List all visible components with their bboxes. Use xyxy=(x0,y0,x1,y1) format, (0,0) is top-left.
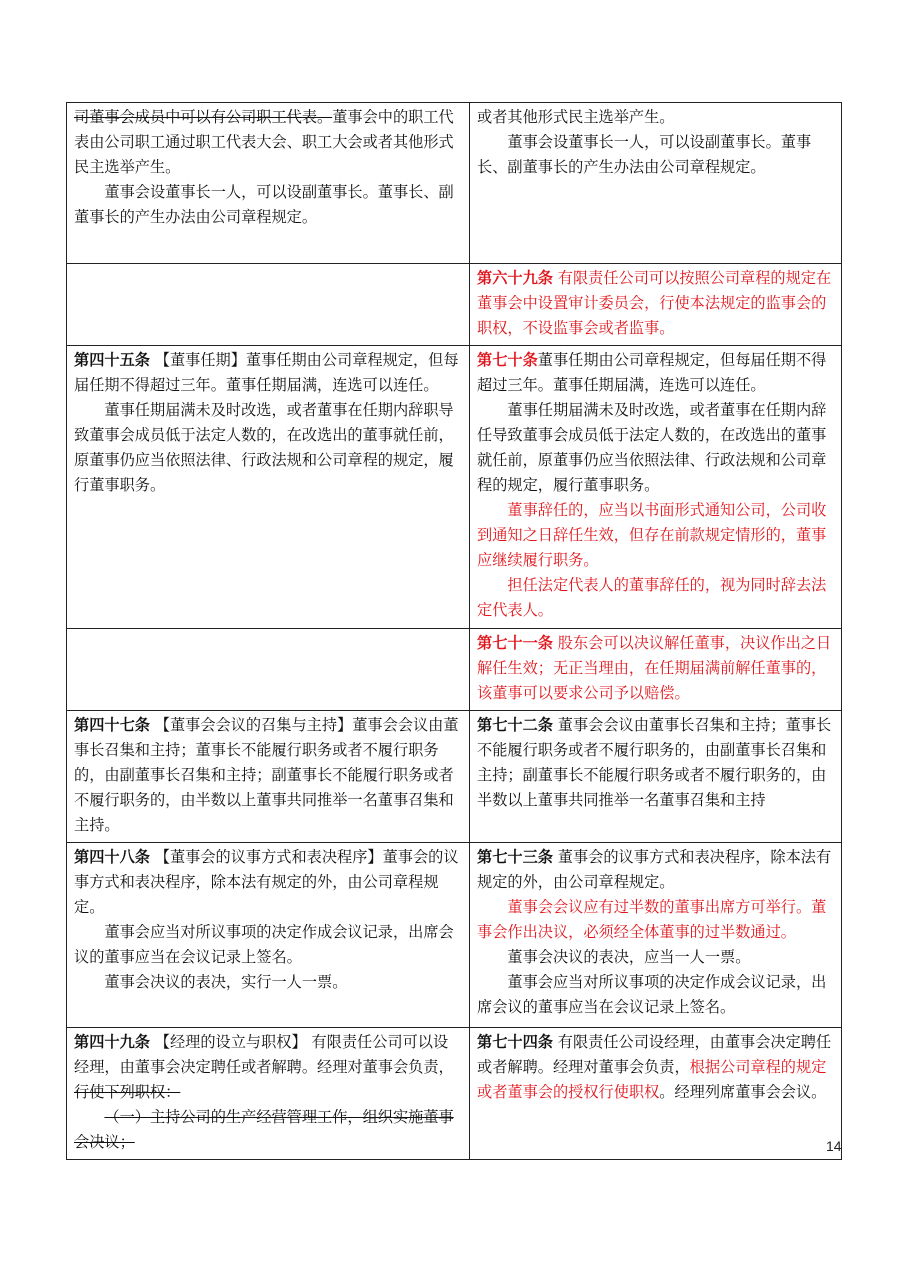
article-title: 【经理的设立与职权】 xyxy=(149,1033,307,1051)
deleted-text: 司董事会成员中可以有公司职工代表。 xyxy=(74,108,333,126)
article-heading: 第四十八条 xyxy=(74,848,150,866)
old-law-cell xyxy=(67,346,470,629)
text: 董事会会议由董事长召集和主持；董事长不能履行职务或者不履行职务的，由副董事长召集和主持；副董事长不能履行职务或者不履行职务的，由半数以上董事共同推举一名董事召集和主持 xyxy=(477,716,832,809)
article-heading: 第四十七条 xyxy=(74,716,150,734)
new-law-cell xyxy=(470,1028,842,1160)
deleted-text: 行使下列职权： xyxy=(74,1083,181,1101)
new-law-cell xyxy=(470,843,842,1028)
paragraph: 担任法定代表人的董事辞任的，视为同时辞去法定代表人。 xyxy=(477,576,827,619)
deleted-paragraph: （一）主持公司的生产经营管理工作，组织实施董事会决议； xyxy=(74,1108,454,1151)
paragraph: 董事会设董事长一人，可以设副董事长。董事长、副董事长的产生办法由公司章程规定。 xyxy=(477,133,812,176)
paragraph: 董事会决议的表决，实行一人一票。 xyxy=(104,973,348,991)
paragraph: 董事任期届满未及时改选，或者董事在任期内辞任导致董事会成员低于法定人数的，在改选出的董事就任前，原董事仍应当依照法律、行政法规和公司章程的规定，履行董事职务。 xyxy=(477,401,827,494)
paragraph xyxy=(74,713,463,838)
paragraph xyxy=(477,266,835,341)
comparison-table xyxy=(66,102,842,1160)
paragraph: 董事会设董事长一人，可以设副董事长。董事长、副董事长的产生办法由公司章程规定。 xyxy=(74,183,454,226)
paragraph xyxy=(477,1030,835,1105)
old-law-cell-empty xyxy=(67,629,470,711)
paragraph xyxy=(74,845,463,920)
article-title: 【董事任期】 xyxy=(149,351,246,369)
article-heading: 第七十四条 xyxy=(477,1033,553,1051)
article-heading: 第七十二条 xyxy=(477,716,553,734)
text: 董事会中的职工代表由公司职工通过职工代表大会、职工大会或者其他形式民主选举产生。 xyxy=(74,108,454,176)
table-row xyxy=(67,629,842,711)
paragraph xyxy=(477,348,835,398)
article-heading: 第四十九条 xyxy=(74,1033,150,1051)
page-number: 14 xyxy=(826,1138,842,1154)
added-text: 根据公司章程的规定或者董事会的授权行使职权 xyxy=(477,1058,827,1101)
text: 董事任期由公司章程规定，但每届任期不得超过三年。董事任期届满，连选可以连任。 xyxy=(74,351,459,394)
table-row xyxy=(67,843,842,1028)
article-title: 【董事会会议的召集与主持】 xyxy=(149,716,353,734)
new-law-cell xyxy=(470,629,842,711)
article-heading: 第七十一条 xyxy=(477,634,553,652)
paragraph: 董事辞任的，应当以书面形式通知公司，公司收到通知之日辞任生效，但存在前款规定情形的，董事应继续履行职务。 xyxy=(477,501,827,569)
new-law-cell xyxy=(470,264,842,346)
paragraph: 董事会应当对所议事项的决定作成会议记录，出席会议的董事应当在会议记录上签名。 xyxy=(477,973,827,1016)
paragraph: 董事会决议的表决，应当一人一票。 xyxy=(507,948,751,966)
paragraph: 董事会会议应有过半数的董事出席方可举行。董事会作出决议，必须经全体董事的过半数通过。 xyxy=(477,898,827,941)
paragraph: 董事会应当对所议事项的决定作成会议记录，出席会议的董事应当在会议记录上签名。 xyxy=(74,923,454,966)
new-law-cell xyxy=(470,711,842,843)
old-law-cell-empty xyxy=(67,264,470,346)
old-law-cell xyxy=(67,1028,470,1160)
old-law-cell xyxy=(67,103,470,264)
text: 有限责任公司设经理，由董事会决定聘任或者解聘。经理对董事会负责， xyxy=(477,1033,832,1076)
article-heading: 第七十三条 xyxy=(477,848,553,866)
paragraph xyxy=(74,1030,463,1105)
text: 董事会的议事方式和表决程序，除本法有规定的外，由公司章程规定。 xyxy=(74,848,459,916)
text: 。经理列席董事会会议。 xyxy=(659,1083,827,1101)
paragraph xyxy=(74,348,463,398)
text: 股东会可以决议解任董事，决议作出之日解任生效；无正当理由，在任期届满前解任董事的，该董事可以要求公司予以赔偿。 xyxy=(477,634,832,702)
table-row xyxy=(67,103,842,264)
article-title: 【董事会的议事方式和表决程序】 xyxy=(149,848,383,866)
paragraph: 或者其他形式民主选举产生。 xyxy=(477,108,675,126)
old-law-cell xyxy=(67,711,470,843)
new-law-cell xyxy=(470,103,842,264)
text: 有限责任公司可以设经理，由董事会决定聘任或者解聘。经理对董事会负责， xyxy=(74,1033,454,1076)
text: 董事任期由公司章程规定，但每届任期不得超过三年。董事任期届满，连选可以连任。 xyxy=(477,351,827,394)
article-heading: 第四十五条 xyxy=(74,351,150,369)
article-heading: 第七十条 xyxy=(477,351,538,369)
text: 有限责任公司可以按照公司章程的规定在董事会中设置审计委员会，行使本法规定的监事会的职权，不设监事会或者监事。 xyxy=(477,269,832,337)
text: 董事会的议事方式和表决程序，除本法有规定的外，由公司章程规定。 xyxy=(477,848,832,891)
article-heading: 第六十九条 xyxy=(477,269,553,287)
paragraph xyxy=(74,105,463,180)
paragraph xyxy=(477,713,835,813)
table-row xyxy=(67,1028,842,1160)
table-row xyxy=(67,346,842,629)
table-row xyxy=(67,264,842,346)
new-law-cell xyxy=(470,346,842,629)
paragraph: 董事任期届满未及时改选，或者董事在任期内辞职导致董事会成员低于法定人数的，在改选出的董事就任前，原董事仍应当依照法律、行政法规和公司章程的规定，履行董事职务。 xyxy=(74,401,454,494)
paragraph xyxy=(477,631,835,706)
paragraph xyxy=(477,845,835,895)
text: 董事会会议由董事长召集和主持；董事长不能履行职务或者不履行职务的，由副董事长召集和主持；副董事长不能履行职务或者不履行职务的，由半数以上董事共同推举一名董事召集和主持。 xyxy=(74,716,459,834)
old-law-cell xyxy=(67,843,470,1028)
comparison-table-page xyxy=(66,102,842,1160)
table-row xyxy=(67,711,842,843)
